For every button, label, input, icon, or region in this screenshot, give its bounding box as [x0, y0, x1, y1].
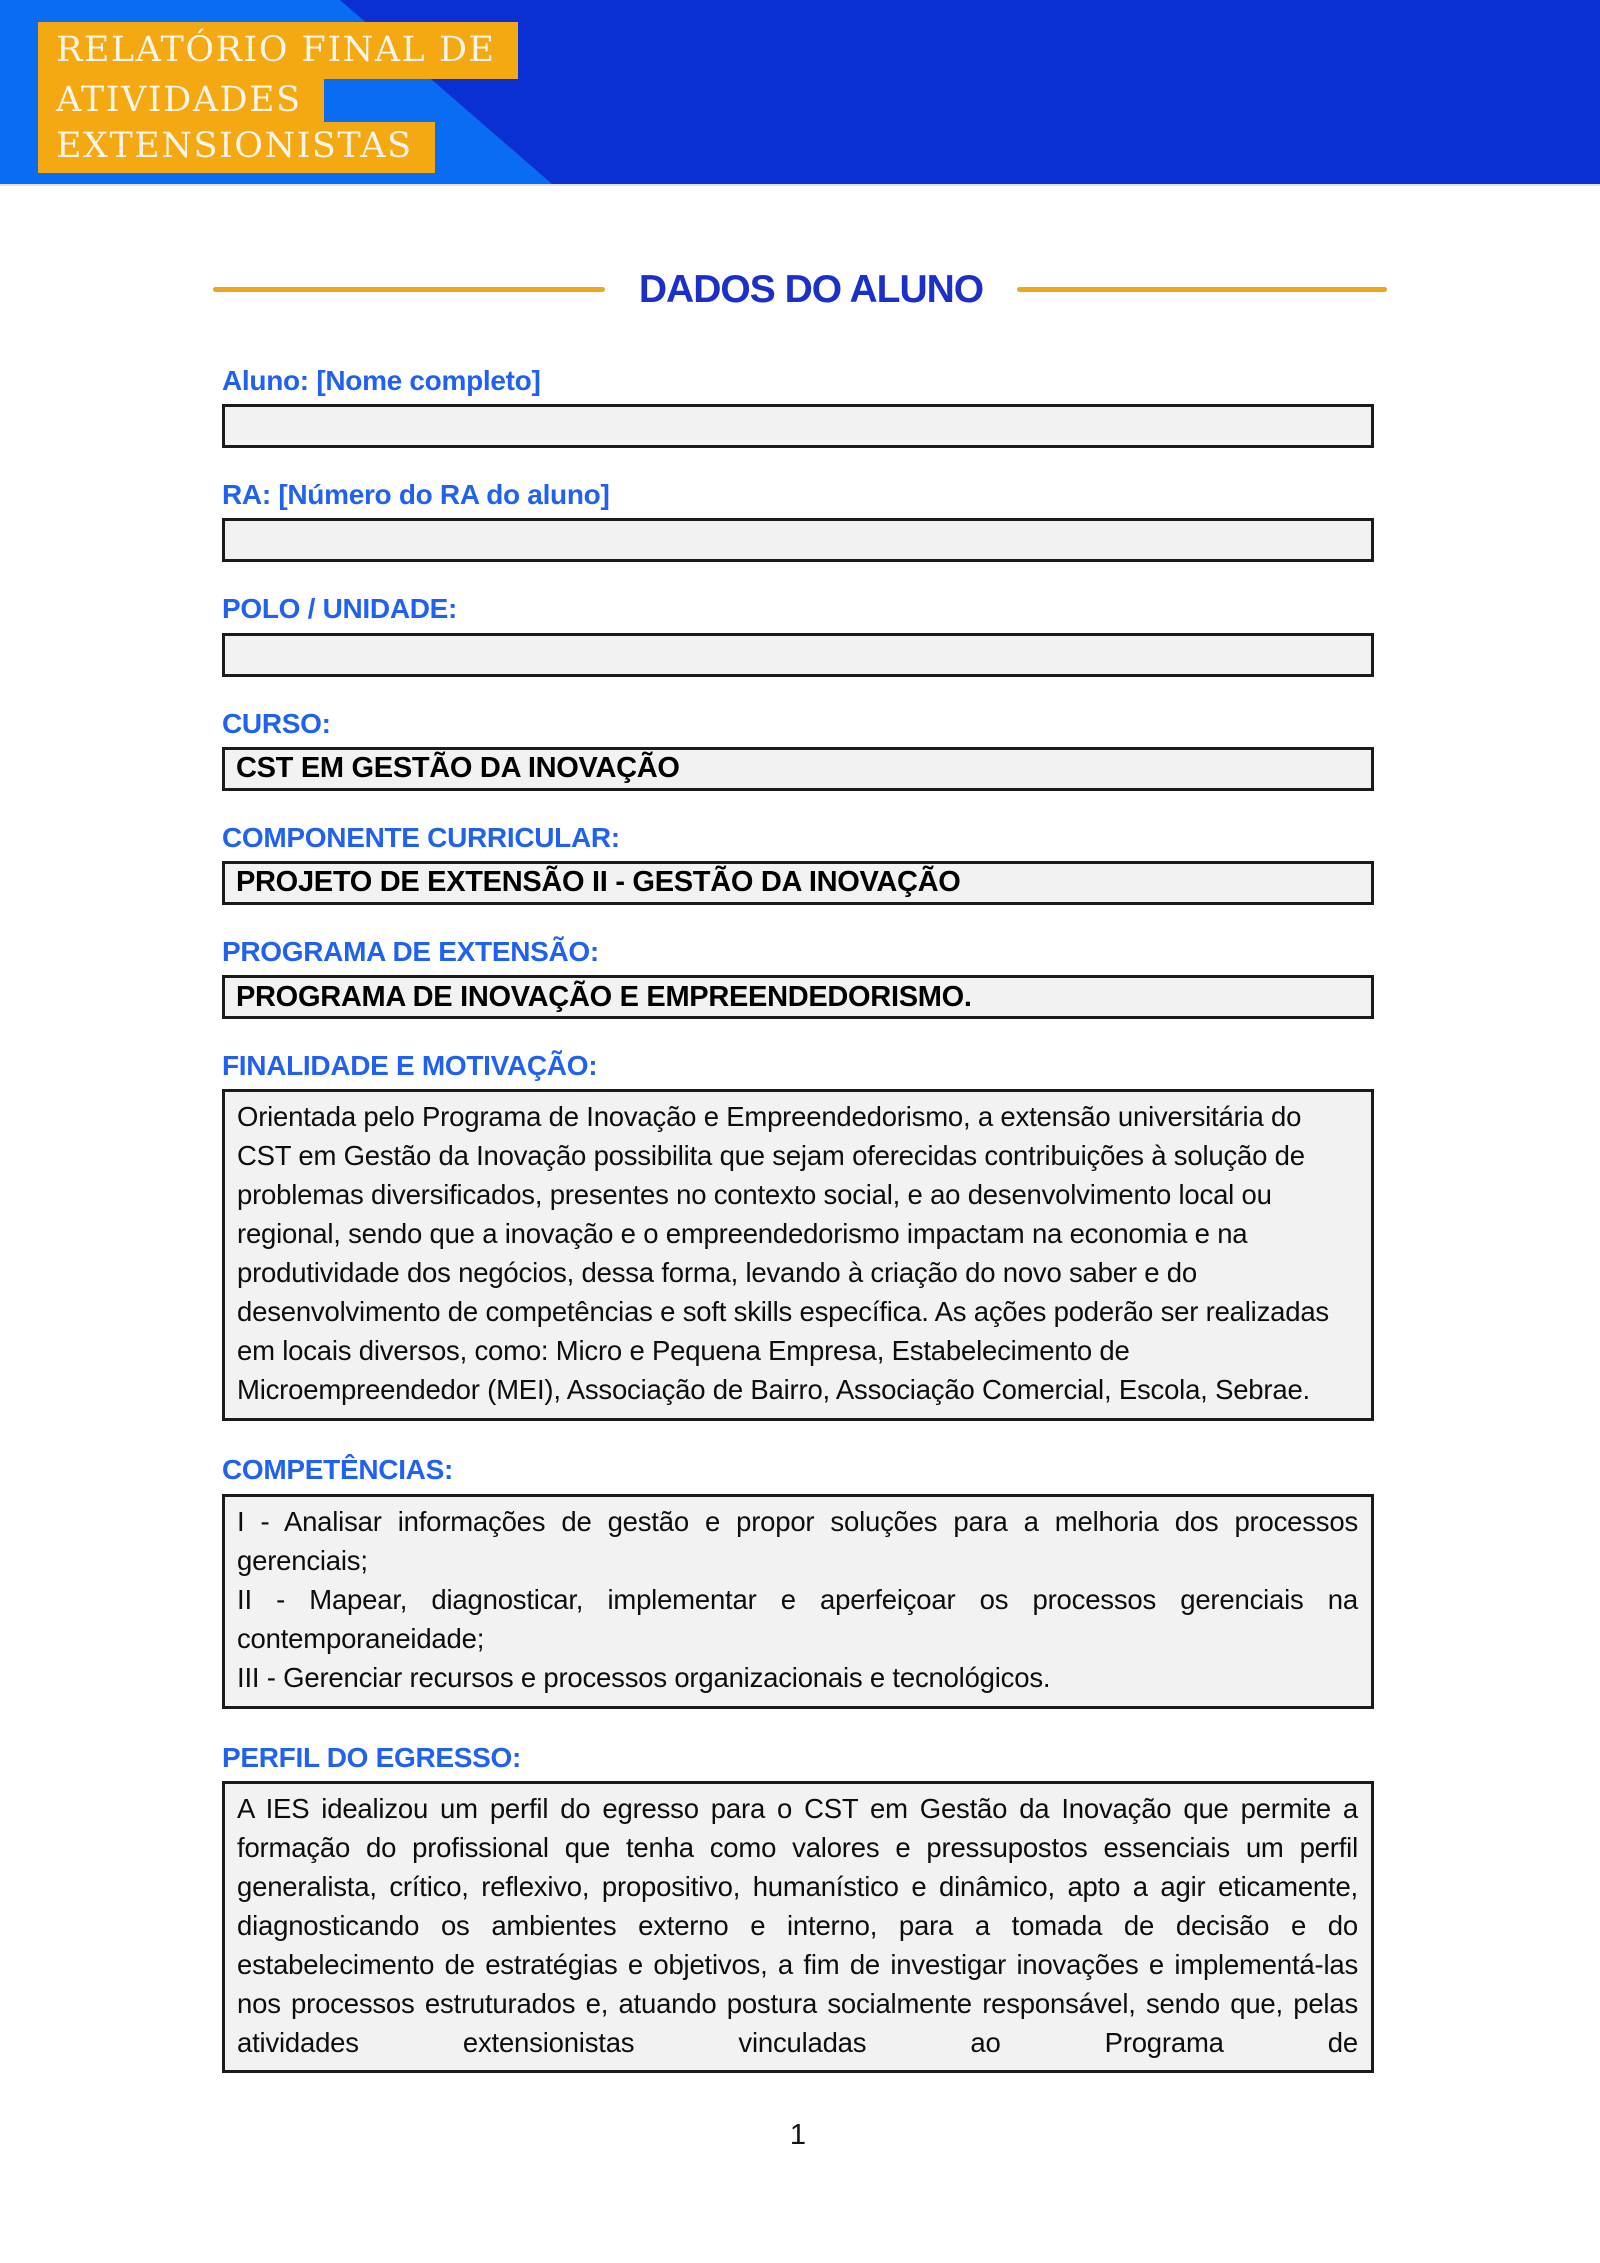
field-group-aluno [222, 365, 1374, 448]
ra-input-box[interactable] [222, 518, 1374, 562]
form-content [222, 365, 1374, 2152]
banner [0, 0, 1600, 186]
componente-curricular-value-box[interactable]: PROJETO DE EXTENSÃO II - GESTÃO DA INOVAÇÃO [222, 861, 1374, 905]
section-competencias [222, 1454, 1374, 1708]
section-heading-row [0, 270, 1600, 309]
field-group-polo-unidade [222, 593, 1374, 676]
page-title: DADOS DO ALUNO [638, 268, 984, 311]
section-perfil-egresso [222, 1742, 1374, 2073]
competencia-item-1: I - Analisar informações de gestão e propor soluções para a melhoria dos processos gerenciais; [237, 1505, 1358, 1576]
field-group-curso [222, 708, 1374, 791]
aluno-label: Aluno: [Nome completo] [222, 365, 541, 396]
finalidade-motivacao-label: FINALIDADE E MOTIVAÇÃO: [222, 1050, 598, 1082]
polo-unidade-input-box[interactable] [222, 633, 1374, 677]
componente-curricular-label: COMPONENTE CURRICULAR: [222, 821, 620, 853]
banner-title-line3: EXTENSIONISTAS [38, 122, 435, 173]
banner-title-line1: RELATÓRIO FINAL DE [38, 22, 518, 79]
competencias-label: COMPETÊNCIAS: [222, 1454, 453, 1486]
field-group-programa-extensao [222, 936, 1374, 1019]
competencias-text-box [222, 1494, 1374, 1709]
perfil-egresso-paragraph: A IES idealizou um perfil do egresso para o CST em Gestão da Inovação que permite a formação do profissional que tenha como valores e pressupostos essenciais um perfil generalista, crítico, reflexivo, propositivo, humanístico e dinâmico, apto a agir eticamente, diagnosticando os ambientes externo e interno, para a tomada de decisão e do estabelecimento de estratégias e objetivos, a fim de investigar inovações e implementá-las nos processos estruturados e, atuando postura socialmente responsável, sendo que, pelas atividades extensionistas vinculadas ao Programa de [237, 1792, 1358, 2058]
section-finalidade-motivacao [222, 1050, 1374, 1421]
banner-title [38, 22, 518, 173]
banner-title-line2: ATIVIDADES [38, 79, 324, 122]
page-number: 1 [789, 2118, 807, 2151]
title-rule-right [1017, 287, 1387, 292]
finalidade-motivacao-paragraph: Orientada pelo Programa de Inovação e Empreendedorismo, a extensão universitária do CST em Gestão da Inovação possibilita que sejam oferecidas contribuições à solução de problemas diversificados, presentes no contexto social, e ao desenvolvimento local ou regional, sendo que a inovação e o empreendedorismo impactam na economia e na produtividade dos negócios, dessa forma, levando à criação do novo saber e do desenvolvimento de competências e soft skills específica. As ações poderão ser realizadas em locais diversos, como: Micro e Pequena Empresa, Estabelecimento de Microempreendedor (MEI), Associação de Bairro, Associação Comercial, Escola, Sebrae. [237, 1101, 1329, 1406]
finalidade-motivacao-text-box [222, 1089, 1374, 1421]
polo-unidade-label: POLO / UNIDADE: [222, 593, 458, 625]
competencia-item-3: III - Gerenciar recursos e processos organizacionais e tecnológicos. [237, 1661, 1051, 1693]
aluno-input-box[interactable] [222, 404, 1374, 448]
programa-extensao-label: PROGRAMA DE EXTENSÃO: [222, 935, 599, 967]
perfil-egresso-label: PERFIL DO EGRESSO: [222, 1741, 522, 1773]
title-rule-left [213, 287, 605, 292]
page-footer [222, 2119, 1374, 2152]
field-group-componente-curricular [222, 822, 1374, 905]
ra-label: RA: [Número do RA do aluno] [222, 479, 610, 511]
field-group-ra [222, 479, 1374, 562]
programa-extensao-value-box[interactable]: PROGRAMA DE INOVAÇÃO E EMPREENDEDORISMO. [222, 975, 1374, 1019]
curso-label: CURSO: [222, 707, 331, 739]
competencia-item-2: II - Mapear, diagnosticar, implementar e aperfeiçoar os processos gerenciais na contemporaneidade; [237, 1583, 1358, 1654]
perfil-egresso-text-box [222, 1781, 1374, 2073]
curso-value-box[interactable]: CST EM GESTÃO DA INOVAÇÃO [222, 747, 1374, 791]
